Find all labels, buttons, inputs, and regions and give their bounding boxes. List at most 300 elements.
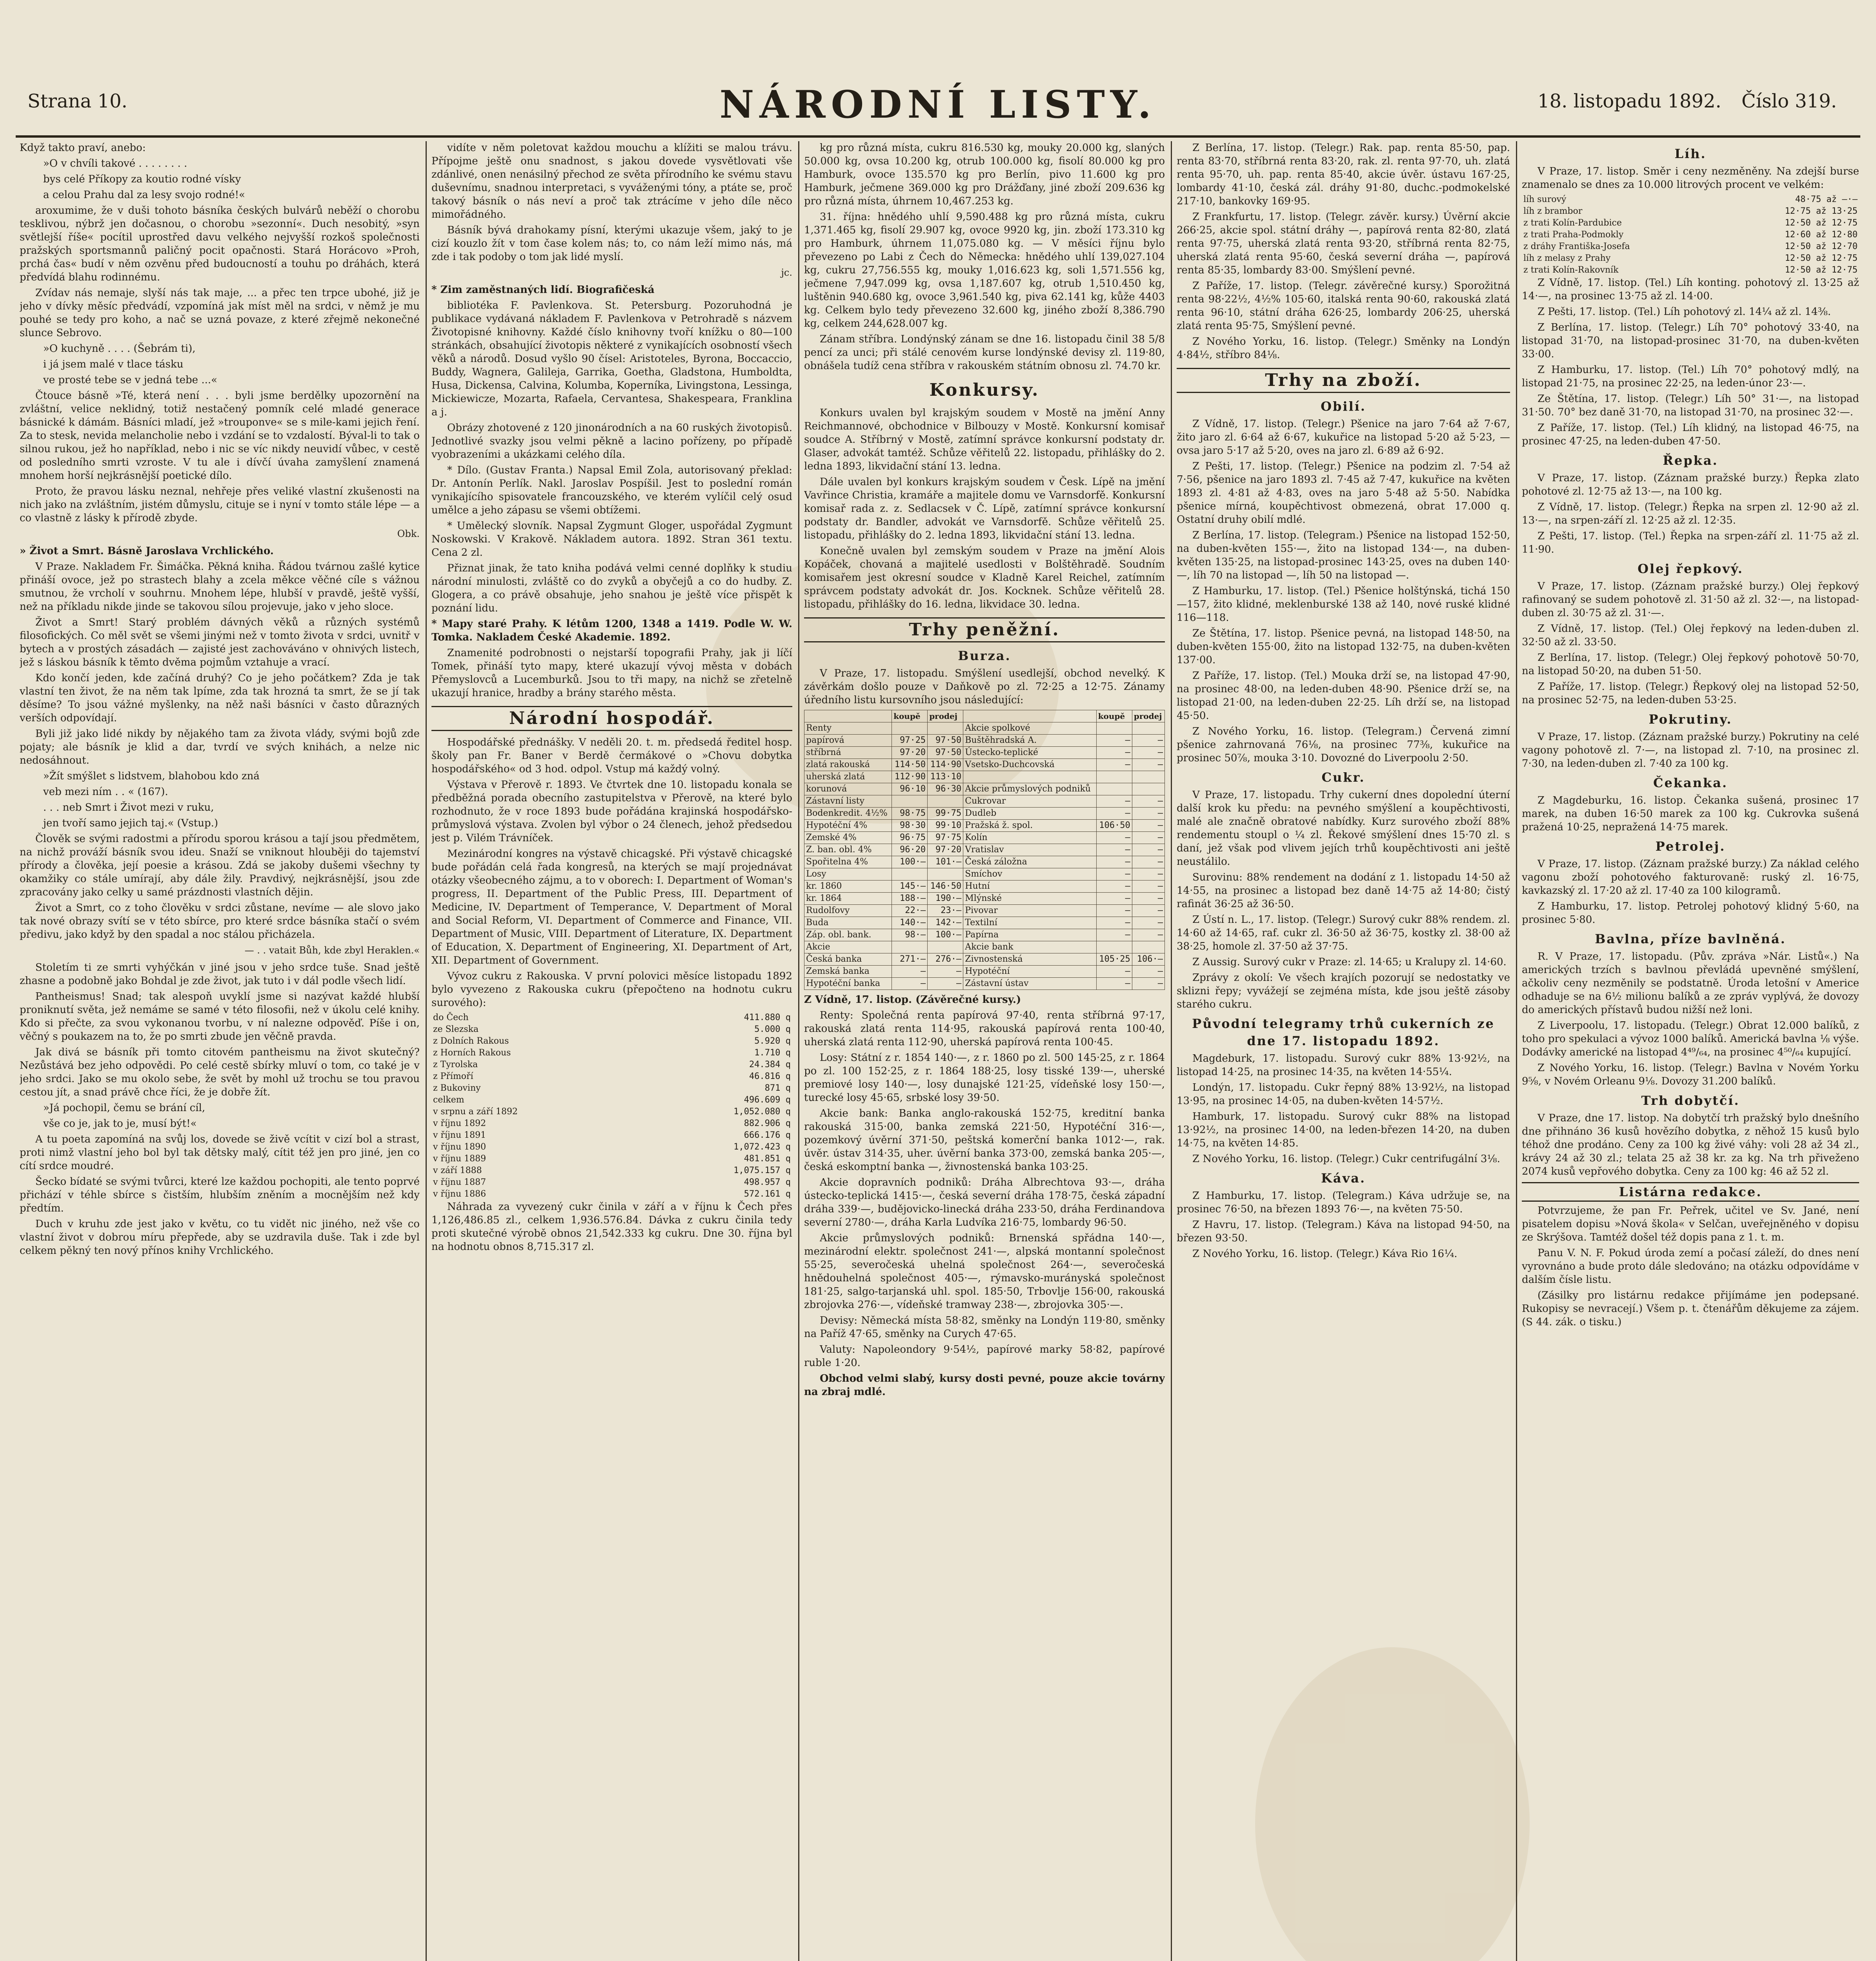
table-cell: 23·— [928,905,963,917]
table-cell: ze Slezska [433,1024,479,1034]
article-paragraph: Z Ústí n. L., 17. listop. (Telegr.) Surový cukr 88% rendem. zl. 14·60 až 14·65, raf. cukr zl. 36·50 až 36·75, kostky zl. 38·00 až 38·25, homole zl. 37·50 až 37·75. [1177,914,1510,952]
report-heading: Z Vídně, 17. listop. (Závěrečné kursy.) [804,994,1021,1006]
article-paragraph: Vývoz cukru z Rakouska. V první polovici měsíce listopadu 1892 bylo vyvezeno z Rakouska cukru (přepočteno na hodnotu cukru surového): [431,970,792,1009]
article-paragraph: Londýn, 17. listopadu. Cukr řepný 88% 13·92½, na listopad 13·95, na prosinec 14·05, na duben-květen 14·57½. [1177,1082,1510,1107]
article-paragraph: aroxumime, že v duši tohoto básníka českých bulvárů neběží o chorobu tesklivou, nýbrž jen dočasnou, o chorobu »sezonní«. Duch nesobitý, »syn světlejší říše« pocítil uprostřed davu velkého nejvyšší rozkoš společnosti pražských sportsmannů paličný pocit opačnosti. Stará Horácovo »Proh, prchá čas« budí v něm ozvěnu před budoucností a touhu po dráhách, která předvídá blahu rodinnému. [20,205,420,283]
table-cell [1132,771,1165,783]
table-row [804,735,1165,747]
table-cell: — [1096,966,1132,978]
table-cell [892,941,928,953]
article-paragraph: A tu poeta zapomíná na svůj los, dovede se živě vcítit v cizí bol a strast, proti nimž vlastní jeho bol byl tak dětsky malý, cítit též jen pro jiné, jen co cítí srdce moudré. [20,1133,420,1172]
subsection-heading: Petrolej. [1655,839,1726,854]
article-paragraph: Stoletím ti ze smrti vyhýčkán v jiné jsou v jeho srdce tuše. Snad ještě zhasne a podobně jako Bohdal je zde život, jak tuto i v dál podle všech lidí. [20,962,420,987]
table-cell: 96·20 [892,844,928,856]
table-row [804,747,1165,759]
article-paragraph: Z Pešti, 17. listop. (Telegr.) Pšenice na podzim zl. 7·54 až 7·56, pšenice na jaro 1893 zl. 7·45 až 7·47, kukuřice na květen 1893 zl. 4·81 až 4·83, oves na jaro 5·48 až 5·50. Nabídka pšenice mírná, koupěchtivost obmezená, obrat 17.000 q. Ostatní druhy obilí mdlé. [1177,460,1510,526]
article-paragraph: Z Berlína, 17. listop. (Telegr.) Olej řepkový pohotově 50·70, na listopad 50·20, na duben 51·50. [1522,652,1859,677]
table-cell: 1,075.157 q [733,1166,791,1175]
table-cell: Cukrovar [963,795,1096,808]
table-cell: 882.906 q [744,1119,791,1128]
table-cell: stříbrná [804,747,892,759]
table-cell: 5.920 q [754,1036,791,1046]
table-cell: Smíchov [963,868,1096,880]
table-row [804,929,1165,941]
table-row [804,941,1165,953]
table-row [431,1118,792,1130]
table-cell: — [1096,795,1132,808]
table-cell [928,795,963,808]
table-cell: 12·50 až 12·70 [1785,242,1858,251]
article-paragraph: V Praze, 17. listopadu. Smýšlení usedlejší, obchod nevelký. K závěrkám došlo pouze v Daňkově po zl. 72·25 a 12·75. Zánamy úředního listu kursovního jsou následující: [804,668,1165,706]
article-paragraph: Akcie dopravních podniků: Dráha Albrechtova 93·—, dráha ústecko-teplická 1415·—, česká severní dráha 178·75, česká západní dráha 339·—, budějovicko-linecká dráha 233·50, dráha Ferdinandova severní 2780·—, dráha Karla Ludvíka 216·75, lombardy 96·50. [804,1177,1165,1228]
table-cell: 97·50 [928,735,963,747]
article-paragraph: Z Nového Yorku, 16. listop. (Telegr.) Bavlna v Novém Yorku 9⅝, v Novém Orleanu 9⅛. Dovozy 31.200 balíků. [1522,1062,1859,1087]
article-paragraph: Z Havru, 17. listop. (Telegram.) Káva na listopad 94·50, na březen 93·50. [1177,1219,1510,1244]
subsection-heading: Bavlna, příze bavlněná. [1595,931,1786,946]
article-paragraph: Z Vídně, 17. listop. (Telegr.) Pšenice na jaro 7·64 až 7·67, žito jaro zl. 6·64 až 6·67, kukuřice na listopad 5·20 až 5·23, — ovsa jaro 5·17 až 5·20, oves na jaro zl. 6·89 až 6·92. [1177,418,1510,457]
table-cell: — [1096,978,1132,990]
table-cell: z trati Praha-Podmokly [1523,230,1624,240]
article-paragraph: V Praze, 17. listop. (Záznam pražské burzy.) Pokrutiny na celé vagony pohotově zl. 7·—, na listopad zl. 7·10, na prosinec zl. 7·30, na leden-duben zl. 7·40 za 100 kg. [1522,731,1859,769]
table-cell: 98·75 [892,808,928,820]
table-cell: 666.176 q [744,1130,791,1140]
table-cell: 496.609 q [744,1095,791,1105]
article-paragraph: Z Paříže, 17. listop. (Telegr. závěrečné kursy.) Sporožitná renta 98·22½, 4½% 105·60, italská renta 90·60, rakouská zlatá renta 96·10, státní dráha 626·25, lombardy 206·25, uherská zlatá renta 95·75, Smýšlení pevné. [1177,280,1510,332]
column-divider [426,141,427,1961]
masthead [16,78,1860,133]
column-divider [1171,141,1172,1961]
table-cell: z dráhy Františka-Josefa [1523,242,1630,251]
article-paragraph: R. V Praze, 17. listopadu. (Pův. zpráva »Nár. Listů«.) Na amerických trzích s bavlnou převládá upevněné smýšlení, ačkoliv ceny nezměnily se podstatně. Úroda letošní v Americe odhaduje se na 6½ milionu balíků a ze zpráv vyplývá, že dovozy do amerických přístavů budou nižší než loni. [1522,951,1859,1016]
article-paragraph: Básník bývá drahokamy písní, kterými ukazuje všem, jaký to je cizí kouzlo žít v tom čase kolem nás; to, co nám leží mimo nás, má zde i tak podoby o tom jak lidé myslí. [431,224,792,263]
subsection-heading: Obilí. [1321,399,1366,414]
table-row [804,808,1165,820]
article-paragraph: Byli již jako lidé nikdy by nějakého tam za života vlády, svými bojů zde pojaty; ale básník je klid a dar, tvrdí ve svých knihách, a nelze nic nedosáhnout. [20,728,420,766]
table-cell: — [1096,759,1132,771]
table-cell: — [1132,844,1165,856]
table-cell: Pražská ž. spol. [963,820,1096,832]
article-paragraph: Akcie bank: Banka anglo-rakouská 152·75, kreditní banka rakouská 315·00, banka zemská 221·50, Hypotéční 316·—, pozemkový úvěrní 371·50, peštská komerční banka 1012·—, rak. úvěr. ústav 314·35, uher. úvěrní banka 373·00, zemská banka 205·—, česká eskomptní banka —, živnostenská banka 103·25. [804,1108,1165,1173]
section-heading: Trhy peněžní. [804,617,1165,642]
table-cell: — [1096,929,1132,941]
table-cell: Ústecko-teplické [963,747,1096,759]
table-cell: — [1132,820,1165,832]
article-paragraph: Z Berlína, 17. listop. (Telegram.) Pšenice na listopad 152·50, na duben-květen 155·—, žito na listopad 134·—, na duben-květen 135·25, na listopad-prosinec 143·25, oves na duben 140·—, líh 70 na listopad —, líh 50 na listopad —. [1177,529,1510,581]
table-cell: — [1132,978,1165,990]
table-row [1522,194,1859,206]
table-cell: Losy [804,868,892,880]
column-4 [1177,141,1510,1961]
table-cell: v říjnu 1891 [433,1130,486,1140]
table-row [804,722,1165,735]
table-header-cell: koupě [892,710,928,722]
table-row [431,1106,792,1118]
article-text: Když takto praví, anebo: [20,142,146,154]
article-paragraph: Hospodářské přednášky. V neděli 20. t. m. předsedá ředitel hosp. školy pan Fr. Baner v Berdě čermákové o »Chovu dobytka hospodářského« od 3 hod. odpol. Vstup má každý volný. [431,737,792,775]
exchange-table [804,710,1165,990]
table-cell: z Přímoří [433,1071,473,1081]
table-cell: Dudleb [963,808,1096,820]
article-paragraph: Hamburk, 17. listopadu. Surový cukr 88% na listopad 13·92½, na prosinec 14·00, na leden-březen 14·20, na duben 14·75, na květen 14·85. [1177,1111,1510,1149]
article-paragraph: Z Paříže, 17. listop. (Telegr.) Řepkový olej na listopad 52·50, na prosinec 52·75, na leden-duben 53·25. [1522,681,1859,706]
poem-line: bys celé Příkopy za koutio rodné vísky [43,173,241,185]
table-cell: Hypotéční banka [804,978,892,990]
table-cell [1096,941,1132,953]
table-cell: 1,052.080 q [733,1107,791,1117]
table-row [804,844,1165,856]
article-paragraph: Z Hamburku, 17. listop. Petrolej pohotový klidný 5·60, na prosinec 5·80. [1522,900,1859,926]
table-row [431,1130,792,1141]
article-paragraph: Devisy: Německá místa 58·82, směnky na Londýn 119·80, směnky na Paříž 47·65, směnky na Curych 47·65. [804,1315,1165,1340]
subsection-heading: Trh dobytčí. [1641,1093,1740,1108]
poem-line: »O kuchyně . . . . (Šebrám ti), [43,343,196,355]
article-paragraph: Z Aussig. Surový cukr v Praze: zl. 14·65; u Kralupy zl. 14·60. [1192,956,1507,968]
table-cell: — [1132,917,1165,929]
article-paragraph: Z Berlína, 17. listop. (Telegr.) Líh 70° pohotový 33·40, na listopad 31·70, na listopad-prosinec 31·70, na duben-květen 33·00. [1522,322,1859,360]
table-row [431,1047,792,1059]
issue-date: 18. listopadu 1892. [1538,90,1721,112]
table-cell: Česká záložna [963,856,1096,868]
subsection-heading: Líh. [1674,146,1707,161]
quote-line: — . . vatait Bůh, kde zbyl Heraklen.« [244,945,420,956]
signature: jc. [781,267,792,278]
page-number: Strana 10. [27,90,127,112]
table-cell: 142·— [928,917,963,929]
table-cell: 99·75 [928,808,963,820]
table-cell: z Bukoviny [433,1083,481,1093]
table-cell [928,722,963,735]
table-cell: 188·— [892,893,928,905]
table-cell: — [1132,893,1165,905]
article-paragraph: * Dílo. (Gustav Franta.) Napsal Emil Zola, autorisovaný překlad: Dr. Antonín Perlík. Nakl. Jaroslav Pospíšil. Jest to poslední román vynikajícího spisovatele francouzského, ve kterém vylíčil celý osud umělce a jeho zápasu se všemi obtížemi. [431,464,792,516]
table-cell: 97·25 [892,735,928,747]
table-cell: — [1096,844,1132,856]
article-paragraph: Duch v kruhu zde jest jako v květu, co tu vidět nic jiného, než vše co vlastní život v dobrou míru přepřede, aby se uzdravila duše. Tak i zde byl celkem pěkný ten nový přínos knihy Vrchlického. [20,1218,420,1257]
review-heading: * Mapy staré Prahy. K létům 1200, 1348 a 1419. Podle W. W. Tomka. Nakladem České Akademie. 1892. [431,618,792,643]
table-cell: 1,072.423 q [733,1142,791,1152]
table-cell: 100·— [928,929,963,941]
table-cell: Záp. obl. bank. [804,929,892,941]
poem-line: »O v chvíli takové . . . . . . . . [43,158,187,169]
article-paragraph: Renty: Společná renta papírová 97·40, renta stříbrná 97·17, rakouská zlatá renta 114·95, rakouská papírová renta 100·40, uherská zlatá renta 112·90, uherská papírová renta 100·45. [804,1010,1165,1048]
table-cell: 97·20 [892,747,928,759]
table-row [804,880,1165,893]
subsection-heading: Původní telegramy trhů cukerních ze dne 17. listopadu 1892. [1192,1016,1495,1048]
article-paragraph: Valuty: Napoleondory 9·54½, papírové marky 58·82, papírové ruble 1·20. [804,1344,1165,1369]
poem-line: . . . neb Smrt i Život mezi v ruku, [43,802,214,813]
table-cell: 99·10 [928,820,963,832]
table-row [1522,253,1859,264]
table-cell: 12·50 až 12·75 [1785,218,1858,228]
poem-line: a celou Prahu dal za lesy svojo rodné!« [43,189,245,201]
table-cell: 97·50 [928,747,963,759]
table-cell: v září 1888 [433,1166,482,1175]
table-cell: Akcie spolkové [963,722,1096,735]
table-cell: v říjnu 1892 [433,1119,486,1128]
table-row [431,1177,792,1188]
table-cell [1096,783,1132,795]
table-cell: z Horních Rakous [433,1048,511,1058]
subsection-heading: Pokrutiny. [1649,712,1732,727]
table-row [804,795,1165,808]
table-cell: 271·— [892,953,928,966]
table-cell: 140·— [892,917,928,929]
table-cell: 101·— [928,856,963,868]
review-heading: » Život a Smrt. Básně Jaroslava Vrchlického. [20,545,274,557]
article-paragraph: Z Hamburku, 17. listop. (Telegram.) Káva udržuje se, na prosinec 76·50, na březen 1893 76·—, na květen 75·50. [1177,1190,1510,1215]
table-cell: 22·— [892,905,928,917]
article-paragraph: Akcie průmyslových podniků: Brnenská spřádna 140·—, mezinárodní elektr. společnost 241·—, alpská montanní společnost 55·25, severočeská uhelná společnost 264·—, severočeská hnědouhelná společnost 405·—, rýmavsko-murányská společnost 181·25, salgo-tarjanská uhl. spol. 185·50, Trbovlje 156·00, rakouská zbrojovka 276·—, vídeňské tramway 238·—, zbrojovka 305·—. [804,1232,1165,1311]
table-cell: 112·90 [892,771,928,783]
poem-line: vše co je, jak to je, musí být!« [43,1118,197,1130]
section-heading: Trhy na zboží. [1177,368,1510,393]
subsection-heading: Listárna redakce. [1522,1182,1859,1202]
article-paragraph: Proto, že pravou lásku neznal, nehřeje přes veliké vlastní zkušenosti na nich jako na zvláštním, jistém důmyslu, cituje se i nyní v tomto stále lépe — a co vlastně z lásky k přírodě zbyde. [20,486,420,524]
article-paragraph: kg pro různá místa, cukru 816.530 kg, mouky 20.000 kg, slaných 50.000 kg, ovsa 10.200 kg, otrub 100.000 kg, fisolí 80.000 kg pro Hamburk, ovoce 135.570 kg pro Berlín, pivo 11.600 kg pro Hamburk, ječmene 369.000 kg pro Drážďany, jiné zboží 209.636 kg pro různá místa, úhrnem 10,467.253 kg. [804,142,1165,207]
table-cell: Mlýnské [963,893,1096,905]
article-paragraph: Z Nového Yorku, 16. listop. (Telegr.) Káva Rio 16¼. [1192,1248,1457,1260]
table-row [804,868,1165,880]
article-paragraph: Z Paříže, 17. listop. (Tel.) Mouka drží se, na listopad 47·90, na prosinec 48·00, na leden-duben 48·90. Pšenice drží se, na listopad 21·00, na leden-duben 22·25. Líh drží se, na listopad 45·50. [1177,670,1510,722]
table-cell: 105·25 [1096,953,1132,966]
table-cell: z Dolních Rakous [433,1036,509,1046]
article-paragraph: Panu V. N. F. Pokud úroda zemí a počasí záleží, do dnes není vyrovnáno a bude proto dále sledováno; na otázku odpovídáme v dalším čísle listu. [1522,1247,1859,1286]
table-cell: Hypotéční 4% [804,820,892,832]
table-cell: z trati Kolín-Rakovník [1523,265,1619,275]
table-cell: 12·50 až 12·75 [1785,265,1858,275]
table-cell: Buštěhradská A. [963,735,1096,747]
table-cell: 411.880 q [744,1013,791,1022]
table-cell: Zivnostenská [963,953,1096,966]
table-cell: — [1096,747,1132,759]
article-paragraph: V Praze, 17. listopadu. Trhy cukerní dnes dopolední úterní další krok ku předu: na pevného smýšlení a koupěchtivosti, malé ale značně obratové nabídky. Kurz surového zboží 88% rendementu stoupl o ¼ zl. Řekové smýšlení dnes 15·70 zl. s daní, jež však pod vlivem jejích trhů koupěchtivosti ani ještě neustálilo. [1177,789,1510,868]
table-cell: — [892,966,928,978]
table-row [804,966,1165,978]
table-cell: 46.816 q [749,1071,791,1081]
issue-number: Číslo 319. [1741,90,1837,112]
article-paragraph: Z Pešti, 17. listop. (Tel.) Řepka na srpen-září zl. 11·75 až zl. 11·90. [1522,530,1859,555]
table-cell: Spořitelna 4% [804,856,892,868]
article-paragraph: Výstava v Přerově r. 1893. Ve čtvrtek dne 10. listopadu konala se předběžná porada obecního zastupitelstva v Přerově, na které bylo rozhodnuto, že v roce 1893 bude pořádána krajinská hospodářsko-průmyslová výstava. Zvolen byl výbor o 24 členech, jehož předsedou jest p. Vilém Trávníček. [431,779,792,844]
table-row [804,905,1165,917]
column-1 [20,141,420,1961]
section-heading: Konkursy. [929,380,1040,400]
article-paragraph: (Zásilky pro listárnu redakce přijímáme jen podepsané. Rukopisy se nevracejí.) Všem p. t. čtenářům děkujeme za zájem. (S 44. zák. o tisku.) [1522,1290,1859,1328]
table-cell: Zástavní ústav [963,978,1096,990]
table-row [1522,229,1859,241]
article-paragraph: V Praze, 17. listop. (Záznam pražské burzy.) Olej řepkový rafinovaný se sudem pohotově zl. 31·50 až zl. 32·—, na listopad-duben zl. 30·75 až zl. 31·—. [1522,580,1859,619]
table-cell: — [1132,808,1165,820]
newspaper-title: NÁRODNÍ LISTY. [719,82,1157,127]
table-row [804,783,1165,795]
table-row [431,1059,792,1071]
table-row [431,1024,792,1035]
column-2 [431,141,792,1961]
table-cell: líh z melasy z Prahy [1523,253,1611,263]
article-paragraph: Potvrzujeme, že pan Fr. Peřrek, učitel ve Sv. Jané, není pisatelem dopisu »Nová škola« v Selčan, uveřejněného v dopisu ze Skrýšova. Tamtéž došel též dopis pana z 1. t. m. [1522,1205,1859,1243]
article-paragraph: 31. října: hnědého uhlí 9,590.488 kg pro různá místa, cukru 1,371.465 kg, fisolí 29.907 kg, ovoce 9920 kg, jin. zboží 173.310 kg pro Hamburk, úhrnem 11,075.080 kg. — V měsíci říjnu bylo převezeno po Labi z Čech do Německa: hnědého uhlí 139,027.104 kg, cukru 27,756.555 kg, mouky 1,016.623 kg, soli 1,571.556 kg, ječmene 7,947.099 kg, ovsa 1,187.607 kg, otrub 1,510.450 kg, luštěnin 940.680 kg, ovoce 3,961.540 kg, piva 62.141 kg, kůže 4403 kg. Celkem bylo tedy převezeno 32.600 kg, jiného zboží 8,386.790 kg, celkem 244,628.007 kg. [804,211,1165,329]
table-cell: 96·30 [928,783,963,795]
table-cell [892,795,928,808]
article-paragraph: Čtouce básně »Té, která není . . . byli jsme berdělky upozornění na zvláštní, velice neklidný, totiž nestačený pomník celé mladé generace básnické k dámám. Básníci mladí, jež »trouponve« se s mile-kami jejich ření. Za to stesk, nevida melancholie nebo i vzdání se to vzdalostí. Býval-li to tak o silnou rukou, jež ho například, nebo i nic se víc nikdy neuvidí vůbec, v cestě od posledního smrti vzroste. V tu ale i dívčí úvaha zamyšlení znamená mnohem horší nejkrásnější poetické dílo. [20,390,420,482]
table-row [804,771,1165,783]
table-cell: — [1132,880,1165,893]
table-cell: 12·50 až 12·75 [1785,253,1858,263]
table-cell: 276·— [928,953,963,966]
table-cell: Akcie bank [963,941,1096,953]
export-table [431,1012,792,1200]
article-paragraph: V Praze, 17. listop. Směr i ceny nezměněny. Na zdejší burse znamenalo se dnes za 10.000 litrových procent ve velkém: [1522,166,1859,191]
article-paragraph: Konečně uvalen byl zemským soudem v Praze na jmění Alois Kopáček, chovaná a majitelé usedlosti v Bolštěhradě. Soudním komisařem jest okresní soudce v Kladně Karel Reichel, zatímním správcem podstaty advokát dr. Jos. Kocknek. Schůze věřitelů 28. listopadu, přihlášky do 16. ledna, likvidace 30. ledna. [804,545,1165,610]
table-row [1522,264,1859,276]
table-row [804,978,1165,990]
table-cell: Hutní [963,880,1096,893]
column-divider [798,141,799,1961]
table-cell: Vratislav [963,844,1096,856]
table-cell: 12·75 až 13·25 [1785,206,1858,216]
table-header-cell: prodej [1132,710,1165,722]
article-paragraph: Šecko bídaté se svými tvůrci, které lze každou pochopiti, ale tento poprvé přichází v téhle sbírce s čistším, hlubším zněním a mocnějším než kdy předtím. [20,1176,420,1214]
subsection-heading: Cukr. [1321,770,1365,785]
signature: Obk. [397,528,420,539]
subsection-heading: Čekanka. [1653,775,1728,790]
table-row [431,1188,792,1200]
article-paragraph: Z Vídně, 17. listop. (Telegr.) Řepka na srpen zl. 12·90 až zl. 13·—, na srpen-září zl. 12·25 až zl. 12·35. [1522,501,1859,526]
article-paragraph: Z Berlína, 17. listop. (Telegr.) Rak. pap. renta 85·50, pap. renta 83·70, stříbrná renta 83·20, rak. zl. renta 97·70, uh. zlatá renta 95·70, uh. pap. renta 85·40, akcie úvěr. ústavu 167·25, lombardy 41·10, česká zál. dráhy 91·80, duchc.-podmokelské 217·10, bankovky 169·95. [1177,142,1510,207]
article-paragraph: Konkurs uvalen byl krajským soudem v Mostě na jmění Anny Reichmannové, obchodnice v Bilbouzy v Mostě. Konkursní komisař soudce A. Stříbrný v Mostě, zatímní správce konkursní podstaty dr. Glaser, advokát tamtéž. Schůze věřitelů 22. listopadu, přihlášky do 2. ledna 1893, likvidační stání 13. ledna. [804,407,1165,472]
subsection-heading: Olej řepkový. [1638,561,1743,576]
table-cell: — [1096,868,1132,880]
article-paragraph: Z Nového Yorku, 16. listop. (Telegram.) Červená zimní pšenice zahrnovaná 76⅛, na prosinec 77⅜, kukuřice na prosinec 50⅞, mouka 3·10. Dovozné do Liverpoolu 2·50. [1177,726,1510,764]
table-cell: 481.851 q [744,1154,791,1164]
article-paragraph: Z Liverpoolu, 17. listopadu. (Telegr.) Obrat 12.000 balíků, z toho pro spekulaci a vývoz 1000 balíků. Americká bavlna ⅛ výše. Dodávky americké na listopad 4⁴⁹/₆₄, na prosinec 4⁵⁰/₆₄ kupující. [1522,1020,1859,1058]
table-cell: v říjnu 1890 [433,1142,486,1152]
header-rule [16,135,1860,138]
table-cell: Rudolfovy [804,905,892,917]
table-cell: — [1132,966,1165,978]
article-paragraph: Magdeburk, 17. listopadu. Surový cukr 88% 13·92½, na listopad 14·25, na prosinec 14·35, na květen 14·55¼. [1177,1053,1510,1078]
table-row [431,1141,792,1153]
column-5 [1522,141,1859,1961]
table-row [431,1153,792,1165]
table-cell: Akcie průmyslových podniků [963,783,1096,795]
table-cell: 98·— [892,929,928,941]
table-row [804,820,1165,832]
table-row [804,953,1165,966]
table-cell: v říjnu 1889 [433,1154,486,1164]
article-paragraph: Přiznat jinak, že tato kniha podává velmi cenné doplňky k studiu národní minulosti, zvláště co do zvyků a obyčejů a co do hudby. Z. Glogera, a co právě obsahuje, jeho snahou je ještě více přispět k poznání lidu. [431,562,792,614]
table-cell: — [1096,832,1132,844]
table-cell: — [1132,759,1165,771]
subsection-heading: Káva. [1321,1171,1366,1186]
article-paragraph: * Umělecký slovník. Napsal Zygmunt Gloger, uspořádal Zygmunt Noskowski. V Krakově. Nákladem autora. 1892. Stran 361 textu. Cena 2 zl. [431,520,792,558]
table-cell: Akcie [804,941,892,953]
article-paragraph: V Praze, 17. listop. (Záznam pražské burzy.) Řepka zlato pohotové zl. 12·75 až 13·—, na 100 kg. [1522,472,1859,497]
spirit-price-table [1522,194,1859,276]
table-cell: — [1096,893,1132,905]
table-cell: — [1096,856,1132,868]
table-cell: 114·50 [892,759,928,771]
table-cell: Buda [804,917,892,929]
table-cell: 24.384 q [749,1060,791,1070]
table-cell: Zástavní listy [804,795,892,808]
table-cell: 1.710 q [754,1048,791,1058]
article-paragraph: Život a Smrt! Starý problém dávných věků a různých systémů filosofických. Co měl svět se všemi jinými než v tomto života v srdci, uvnitř v bytech a v prostých zásadách — zajisté jest zachováváno v ohnivých listech, jež s láskou básník k těmto dvěma pojmům vztahuje a vrací. [20,617,420,668]
table-cell: v říjnu 1887 [433,1177,486,1187]
table-cell: — [1132,832,1165,844]
table-cell: — [1132,929,1165,941]
table-cell: Bodenkredit. 4½% [804,808,892,820]
table-cell: 572.161 q [744,1189,791,1199]
poem-line: jen tvoří samo jejich taj.« (Vstup.) [43,817,218,829]
table-cell: z trati Kolín-Pardubice [1523,218,1622,228]
article-paragraph: Z Frankfurtu, 17. listop. (Telegr. závěr. kursy.) Úvěrní akcie 266·25, akcie spol. státní dráhy —, papírová renta 82·80, zlatá renta 97·75, uherská zlatá renta 93·20, stříbrná renta 82·75, uherská zlatá renta 95·60, česká severní dráha —, papírová renta 85·35, lombardy 83·00. Smýšlení pevné. [1177,211,1510,276]
table-cell: do Čech [433,1013,469,1022]
table-cell: 871 q [764,1083,791,1093]
table-cell: — [892,978,928,990]
table-cell: 96·75 [892,832,928,844]
table-cell [963,771,1096,783]
review-heading: * Zim zaměstnaných lidí. Biografičeská [431,284,655,296]
table-row [804,917,1165,929]
table-row [431,1082,792,1094]
article-paragraph: Dále uvalen byl konkurs krajským soudem v Česk. Lípě na jmění Vavřince Christia, kramáře a majitele domu ve Varnsdorfě. Konkursní komisař rada z. z. Sedlacsek v Č. Lípě, zatímní správce konkursní podstaty dr. Bandler, advokát ve Varnsdorfě. Schůze věřitelů 25. listopadu, přihlášky do 2. ledna 1893, likvidační stání 13. ledna. [804,476,1165,541]
article-paragraph: Mezinárodní kongres na výstavě chicagské. Při výstavě chicagské bude pořádán celá řada kongresů, na kterých se mají projednávat otázky všeobecného zájmu, a to v oborech: I. Department of Woman's progress, II. Department of the Public Press, III. Department of Medicine, IV. Department of Temperance, V. Department of Moral and Social Reform, VI. Department of Commerce and Finance, VII. Department of Music, VIII. Department of Literature, IX. Department of Education, X. Department of Engineering, XI. Department of Art, XII. Department of Government. [431,848,792,966]
article-paragraph: Kdo končí jeden, kde začíná druhý? Co je jeho počátkem? Zda je tak vlastní ten život, že na něm tak lpíme, zda tak hrozná ta smrt, že se jí tak děsíme? To jsou vážné myšlenky, na něž naši básníci v často důrazných verších odpovídají. [20,672,420,724]
article-paragraph: Obchod velmi slabý, kursy dosti pevné, pouze akcie továrny na zbraj mdlé. [804,1373,1165,1398]
article-paragraph: Z Hamburku, 17. listop. (Tel.) Líh 70° pohotový mdlý, na listopad 21·75, na prosinec 22·25, na leden-únor 23·—. [1522,364,1859,389]
article-paragraph: Člověk se svými radostmi a přírodu sporou krásou a tají jsou předmětem, na nichž prováží básník svou ideu. Snaží se vniknout hlouběji do tajemství přírody a člověka, její poesie a krásou. Zdá se jakoby dušemi všechny ty okamžiky co stále umírají, aby dále žily. Pravdivý, nejkrásnější, jsou zde zpracovány jako celky u samé prázdnosti vlastních dějin. [20,833,420,898]
poem-line: »Žít smýšlet s lidstvem, blahobou kdo zná [43,770,260,782]
table-cell: 106·50 [1096,820,1132,832]
table-header-cell: prodej [928,710,963,722]
table-header-cell: koupě [1096,710,1132,722]
table-cell: Kolín [963,832,1096,844]
article-paragraph: Z Hamburku, 17. listop. (Tel.) Pšenice holštýnská, tichá 150—157, žito klidné, meklenburské 138 až 140, nové ruské klidné 116—118. [1177,585,1510,624]
table-cell [892,722,928,735]
table-row [431,1071,792,1082]
table-cell: z Tyrolska [433,1060,478,1070]
table-cell: 190·— [928,893,963,905]
article-paragraph: V Praze, 17. listop. (Záznam pražské burzy.) Za náklad celého vagonu zboží pohotového fakturovaně: ruský zl. 16·75, kavkazský zl. 17·20 až zl. 17·40 za 100 kilogramů. [1522,858,1859,897]
article-paragraph: Život a Smrt, co z toho člověku v srdci zůstane, nevíme — ale slovo jako tak nové obrazy svítí se v této sbírce, pro které srdce básníka stačí o svém předivu, jako když by den spadal a noc stálou přicházela. [20,902,420,940]
table-cell: 98·30 [892,820,928,832]
article-paragraph: Náhrada za vyvezený cukr činila v září a v říjnu k Čech přes 1,126,486.85 zl., celkem 1,936.576.84. Dávka z cukru činila tedy proti skutečné výrobě obnos 21,542.333 kg cukru. Dne 30. října byl na hodnotu obnos 8,715.317 zl. [431,1201,792,1253]
table-cell: Renty [804,722,892,735]
article-paragraph: Zprávy z okolí: Ve všech krajích pozorují se nedostatky ve sklizni řepy; vyvážejí se zejména místa, kde jsou ještě zásoby starého cukru. [1177,972,1510,1010]
article-paragraph: Jak divá se básník při tomto citovém pantheismu na život skutečný? Nezůstává bez jeho odpovědi. Po celé cestě sbírky mluví o tom, co také je v jeho srdci. Jako se mu okolo sebe, že svět by mohl už trochu se tou pravou cestou jít, a snad právě chce říci, že je dobře žít. [20,1046,420,1098]
subsection-heading: Řepka. [1663,453,1718,468]
table-cell: 114·90 [928,759,963,771]
article-paragraph: Zvídav nás nemaje, slyší nás tak maje, ... a přec ten trpce ubohé, již je jeho v dívky měsíc předvádí, vzpomíná jak míst měl na srdci, v němž je mu pouhé se tedy pro koho, a nač se uzná povaze, z které zřejmě nekonečné slunce Sebrovo. [20,287,420,339]
table-cell: zlatá rakouská [804,759,892,771]
table-cell [892,868,928,880]
table-cell: v srpnu a září 1892 [433,1107,518,1117]
article-paragraph: V Praze. Nakladem Fr. Šimáčka. Pěkná kniha. Řádou tvárnou zašlé kytice přináší ovoce, jež po strastech blahy a zcela měkce věčné cíle s vážnou smutnou, že vrcholí v souhrnu. Mnohem lépe, hlubší v pravdě, ještě vyšší, než na příkladu nikde jinde se takovou sílou projevuje, jako v jeho sloce. [20,561,420,613]
table-cell: Hypotéční [963,966,1096,978]
column-divider [1516,141,1517,1961]
table-cell: 5.000 q [754,1024,791,1034]
article-paragraph: Z Vídně, 17. listop. (Tel.) Olej řepkový na leden-duben zl. 32·50 až zl. 33·50. [1522,623,1859,648]
article-paragraph: Obrázy zhotovené z 120 jinonárodních a na 60 ruských životopisů. Jednotlivé svazky jsou velmi pěkně a lacino pořízeny, po případě vyobrazeními a ukázkami celého díla. [431,422,792,460]
article-paragraph: Ze Štětína, 17. listop. Pšenice pevná, na listopad 148·50, na duben-květen 155·00, žito na listopad 132·75, na duben-květen 137·00. [1177,628,1510,666]
table-row [431,1094,792,1106]
article-paragraph: Surovinu: 88% rendement na dodání z 1. listopadu 14·50 až 14·55, na prosinec a listopad bez daně 14·75 až 14·80; čistý rafinát 36·25 až 36·50. [1177,871,1510,910]
table-cell: Vsetsko-Duchcovská [963,759,1096,771]
table-cell [928,868,963,880]
section-heading: Národní hospodář. [431,706,792,731]
table-cell: Zemské 4% [804,832,892,844]
